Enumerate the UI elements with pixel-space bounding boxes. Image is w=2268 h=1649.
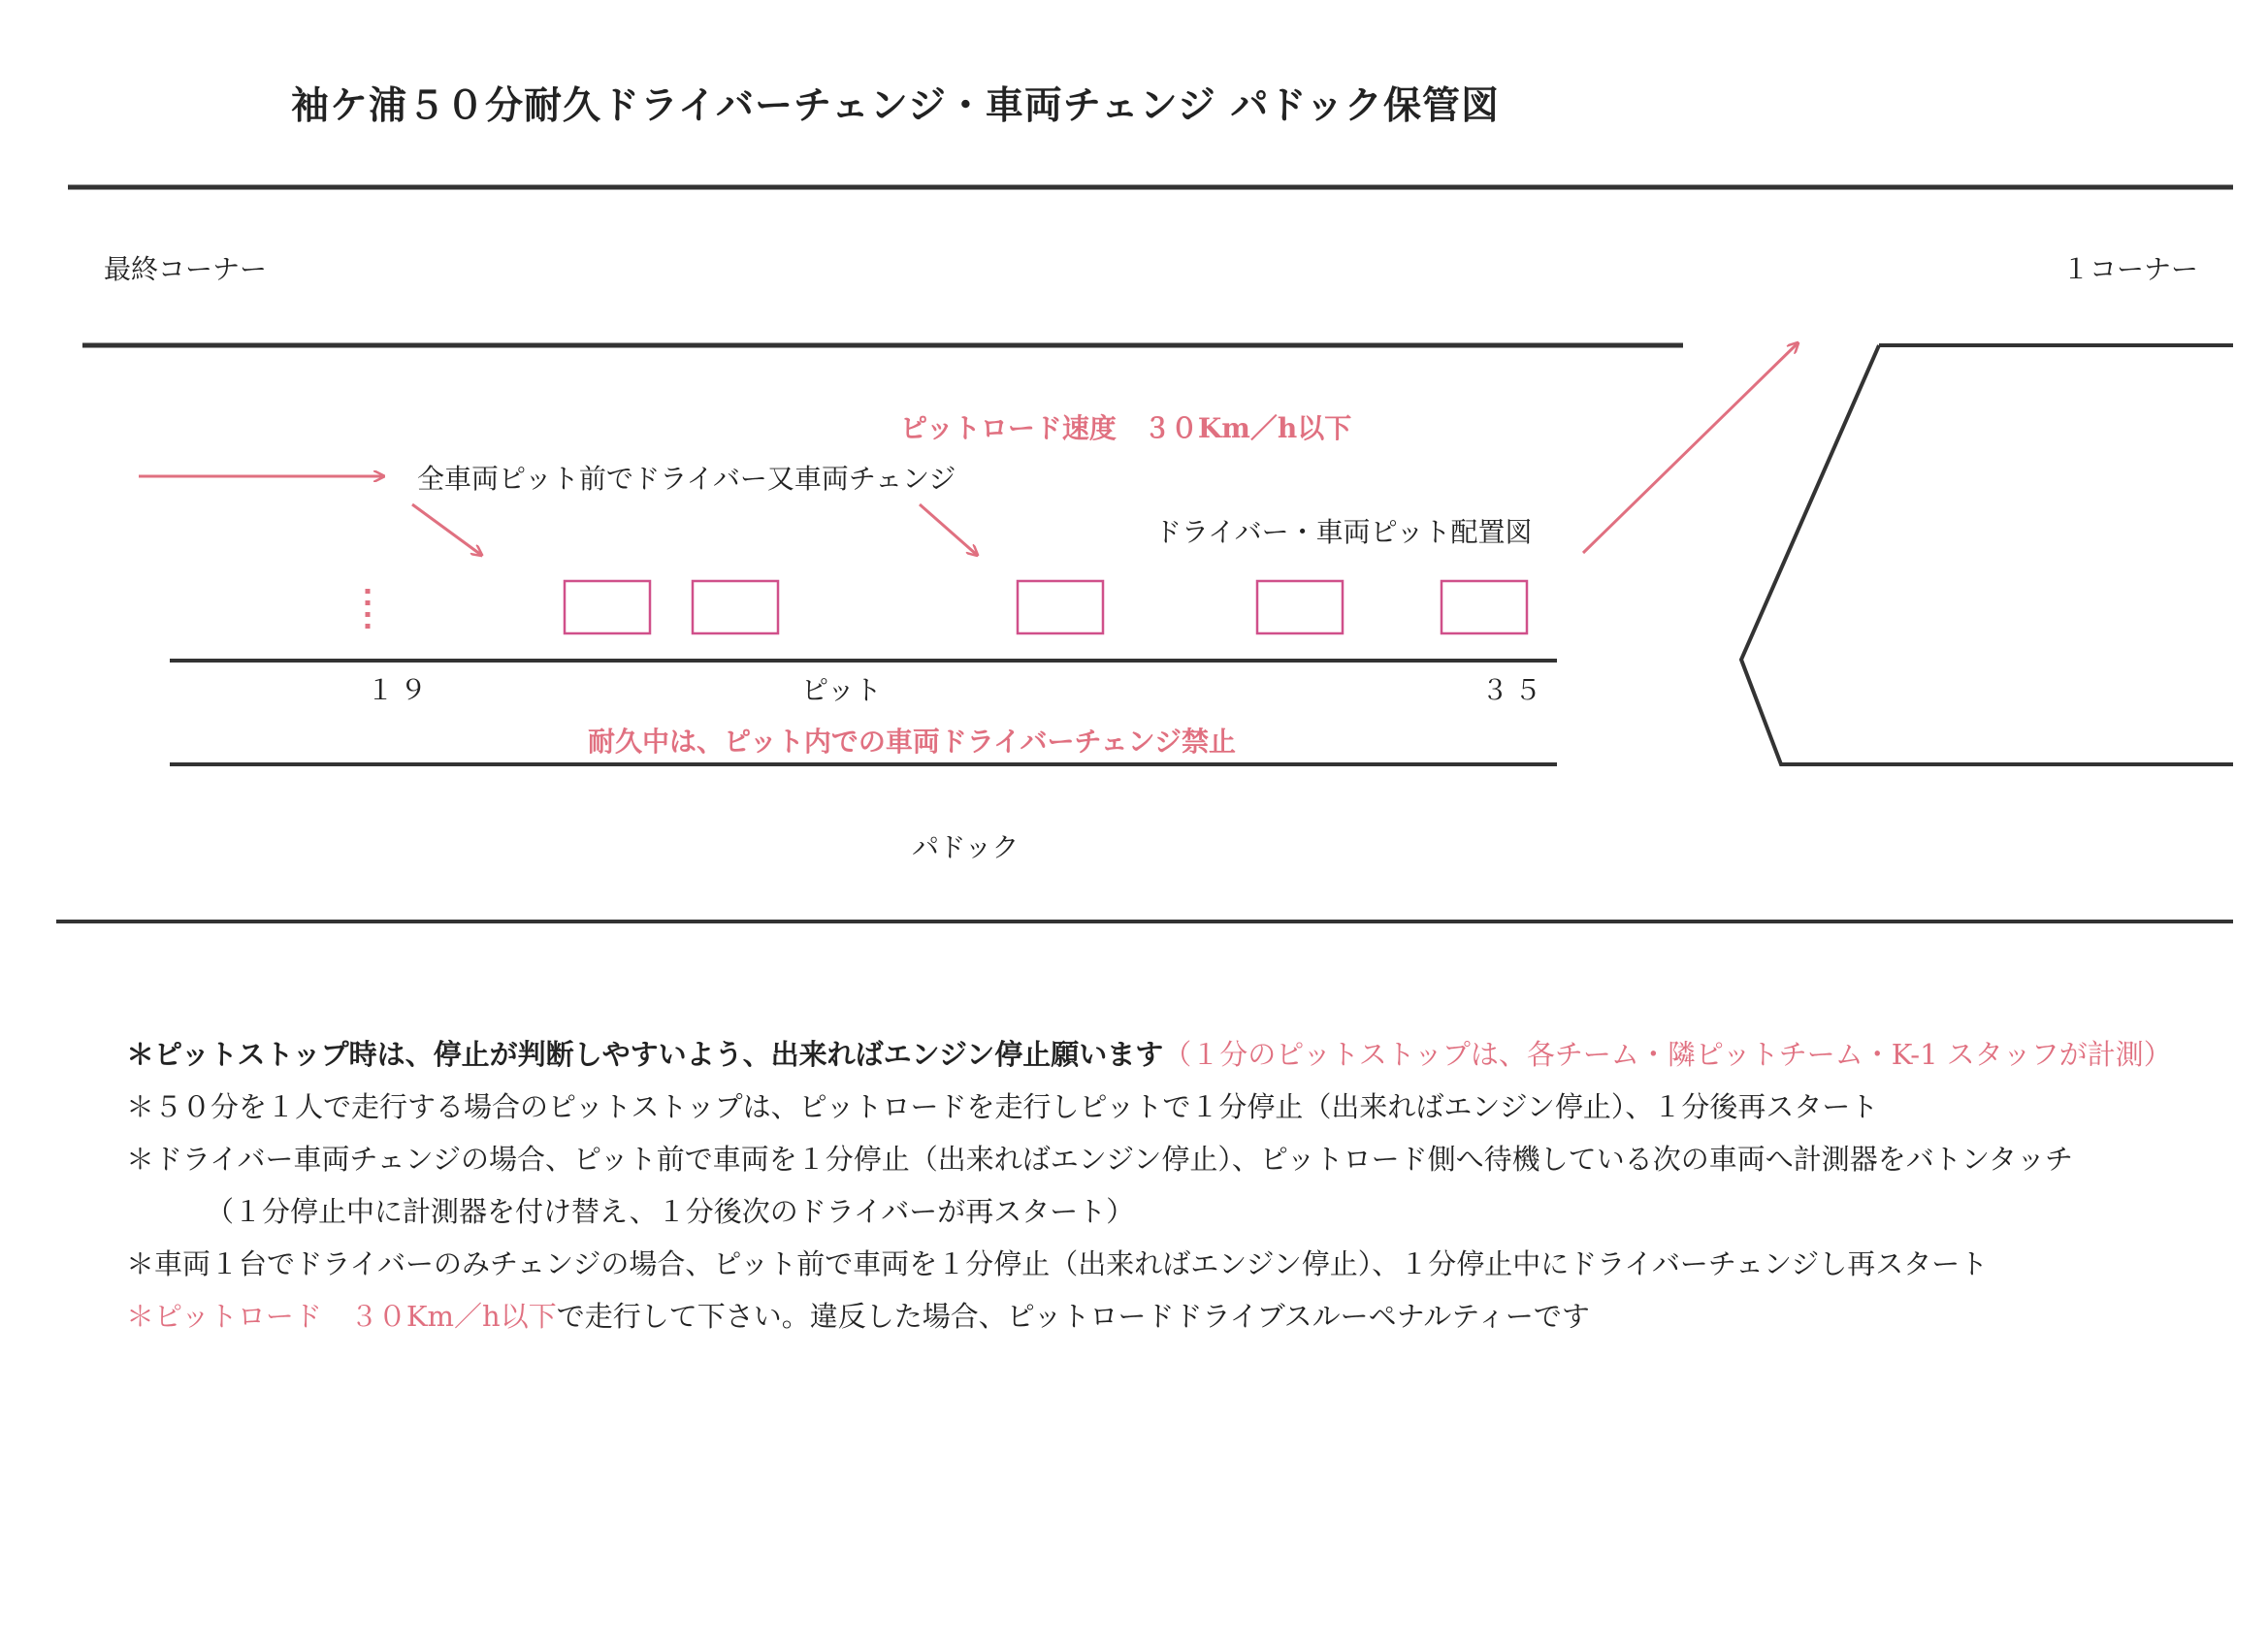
pit-box — [1257, 581, 1343, 633]
page-title: 袖ケ浦５０分耐久ドライバーチェンジ・車両チェンジ パドック保管図 — [291, 83, 1500, 128]
note-red-text: ピットロード ３０Km／h以下 — [154, 1300, 557, 1333]
pit-arrow-left — [412, 504, 481, 555]
note-item — [126, 1290, 2172, 1342]
pit-end-number: ３５ — [1481, 674, 1548, 706]
pit-box — [1018, 581, 1103, 633]
pit-box — [1442, 581, 1527, 633]
paddock-label: パドック — [912, 831, 1020, 863]
note-item — [126, 1133, 2172, 1185]
first-corner-label: １コーナー — [2062, 253, 2199, 285]
note-red-text: （１分のピットストップは、各チーム・隣ピットチーム・K-1 スタッフが計測） — [1163, 1038, 2172, 1071]
pit-speed-label: ピットロード速度 ３０Km／h以下 — [900, 412, 1352, 444]
note-text: で走行して下さい。違反した場合、ピットロードドライブスルーペナルティーです — [556, 1300, 1590, 1333]
pit-box — [565, 581, 650, 633]
final-corner-label: 最終コーナー — [104, 253, 268, 285]
pit-box — [693, 581, 778, 633]
note-item — [126, 1081, 2172, 1133]
pit-arrow-middle — [920, 504, 977, 555]
pit-layout-label: ドライバー・車両ピット配置図 — [1154, 516, 1533, 548]
note-item — [126, 1028, 2172, 1081]
first-corner-outline — [1741, 345, 2233, 764]
note-text: ＊ピットストップ時は、停止が判断しやすいよう、出来ればエンジン停止願います — [126, 1038, 1164, 1071]
pit-start-number: １９ — [367, 674, 434, 706]
note-item — [126, 1185, 2172, 1238]
notes-section — [126, 1028, 2172, 1342]
note-text: ＊ドライバー車両チェンジの場合、ピット前で車両を１分停止（出来ればエンジン停止）、ピットロード側へ待機している次の車両へ計測器をバトンタッチ — [126, 1143, 2073, 1176]
note-text: ＊車両１台でドライバーのみチェンジの場合、ピット前で車両を１分停止（出来ればエンジン停止）、１分停止中にドライバーチェンジし再スタート — [126, 1247, 1989, 1280]
note-item — [126, 1238, 2172, 1290]
note-text: ＊５０分を１人で走行する場合のピットストップは、ピットロードを走行しピットで１分停止（出来ればエンジン停止）、１分後再スタート — [126, 1090, 1879, 1123]
note-text: （１分停止中に計測器を付け替え、１分後次のドライバーが再スタート） — [206, 1195, 1135, 1228]
note-star: ＊ — [126, 1300, 155, 1333]
all-cars-change-label: 全車両ピット前でドライバー又車両チェンジ — [417, 463, 956, 495]
no-change-in-pit-label: 耐久中は、ピット内での車両ドライバーチェンジ禁止 — [588, 726, 1236, 758]
exit-arrow — [1583, 343, 1798, 553]
pit-label: ピット — [801, 674, 882, 706]
